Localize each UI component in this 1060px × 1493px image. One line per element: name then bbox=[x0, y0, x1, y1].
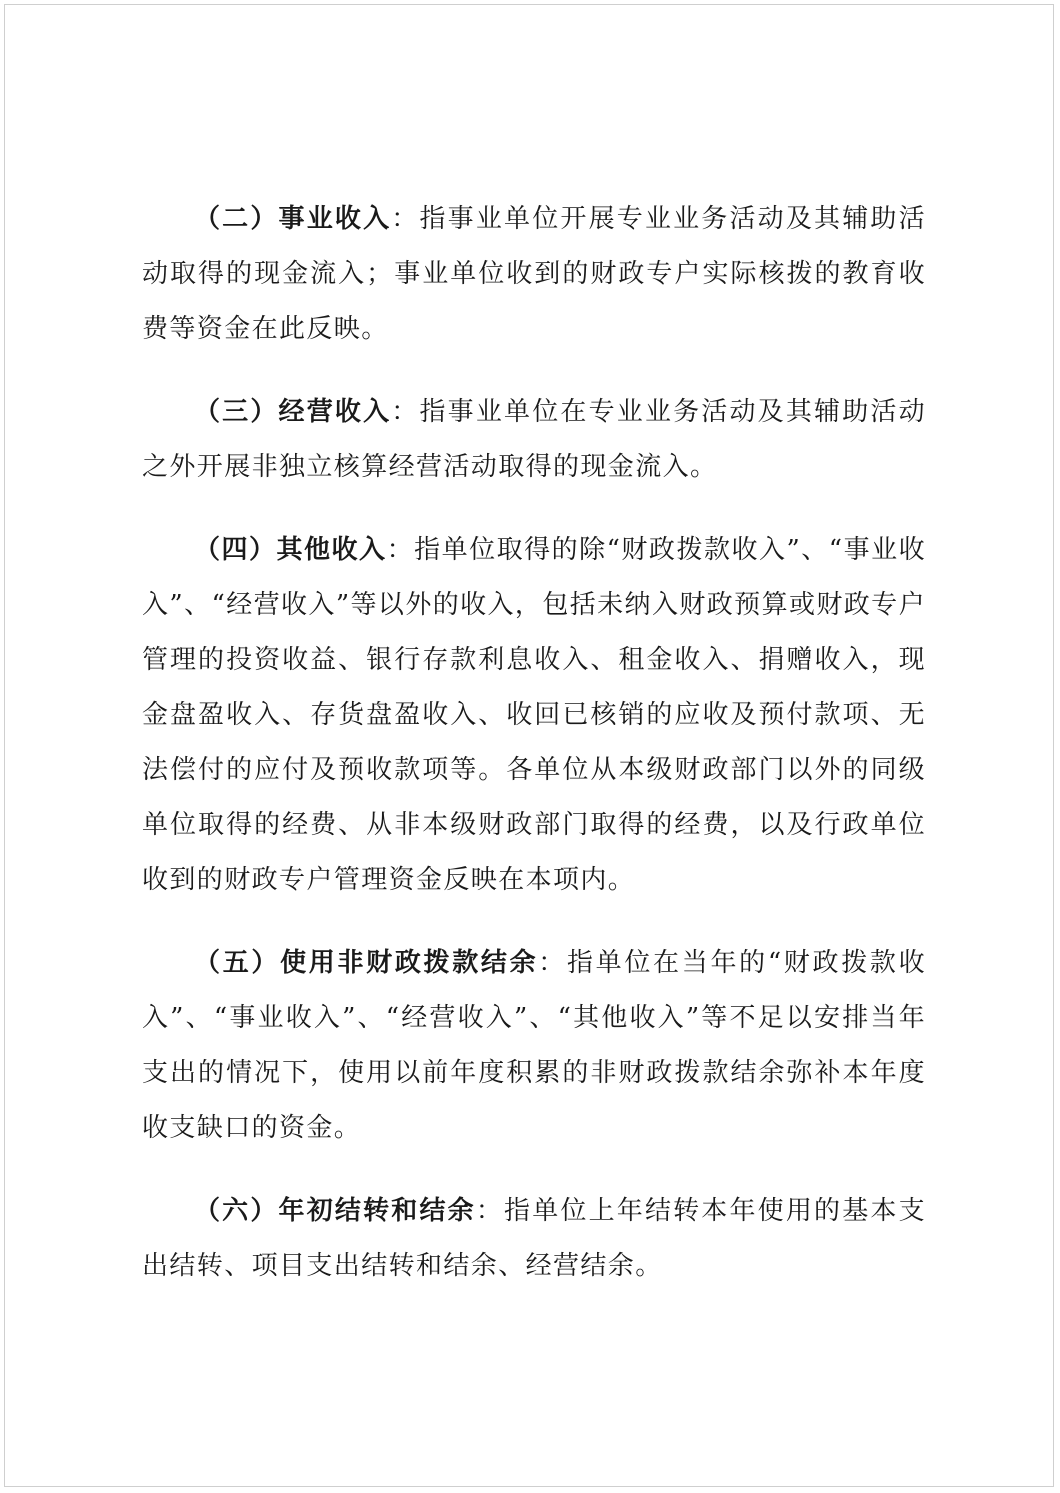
paragraph-operating-income bbox=[142, 385, 926, 495]
definition-business-income: ：指事业单位开展专业业务活动及其辅助活动取得的现金流入；事业单位收到的财政专户实际核拨的教育收费等资金在此反映。 bbox=[142, 204, 926, 344]
document-body bbox=[142, 192, 926, 1322]
definition-non-fiscal-surplus: ：指单位在当年的“财政拨款收入”、“事业收入”、“经营收入”、“其他收入”等不足以安排当年支出的情况下，使用以前年度积累的非财政拨款结余弥补本年度收支缺口的资金。 bbox=[142, 948, 926, 1143]
paragraph-other-income bbox=[142, 523, 926, 908]
definition-other-income: ：指单位取得的除“财政拨款收入”、“事业收入”、“经营收入”等以外的收入，包括未纳入财政预算或财政专户管理的投资收益、银行存款利息收入、租金收入、捐赠收入，现金盘盈收入、存货盘盈收入、收回已核销的应收及预付款项、无法偿付的应付及预收款项等。各单位从本级财政部门以外的同级单位取得的经费、从非本级财政部门取得的经费，以及行政单位收到的财政专户管理资金反映在本项内。 bbox=[142, 535, 926, 895]
term-other-income: （四）其他收入 bbox=[194, 535, 387, 565]
term-operating-income: （三）经营收入 bbox=[194, 397, 392, 427]
term-business-income: （二）事业收入 bbox=[194, 204, 392, 234]
paragraph-carryover-surplus bbox=[142, 1184, 926, 1294]
paragraph-non-fiscal-surplus bbox=[142, 936, 926, 1156]
page-frame bbox=[4, 4, 1054, 1487]
definition-operating-income: ：指事业单位在专业业务活动及其辅助活动之外开展非独立核算经营活动取得的现金流入。 bbox=[142, 397, 926, 482]
definition-carryover-surplus: ：指单位上年结转本年使用的基本支出结转、项目支出结转和结余、经营结余。 bbox=[142, 1196, 926, 1281]
term-carryover-surplus: （六）年初结转和结余 bbox=[194, 1196, 476, 1226]
paragraph-business-income bbox=[142, 192, 926, 357]
term-non-fiscal-surplus: （五）使用非财政拨款结余 bbox=[194, 948, 539, 978]
